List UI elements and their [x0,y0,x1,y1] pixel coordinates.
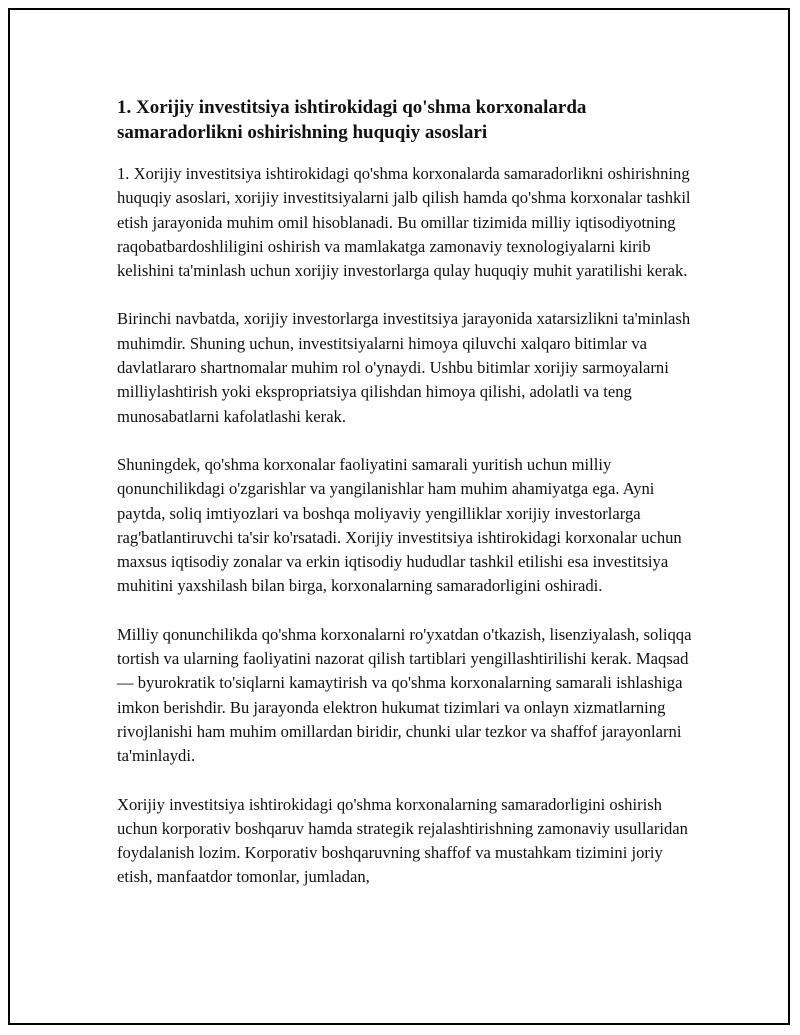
paragraph-3: Shuningdek, qo'shma korxonalar faoliyatini samarali yuritish uchun milliy qonunchilikdagi o'zgarishlar va yangilanishlar ham muhim ahamiyatga ega. Ayni paytda, soliq imtiyozlari va boshqa moliyaviy yengilliklar xorijiy investorlarga rag'batlantiruvchi ta'sir ko'rsatadi. Xorijiy investitsiya ishtirokidagi korxonalar uchun maxsus iqtisodiy zonalar va erkin iqtisodiy hududlar tashkil etilishi esa investitsiya muhitini yaxshilash bilan birga, korxonalarning samaradorligini oshiradi. [117,454,682,596]
paragraph-4: Milliy qonunchilikda qo'shma korxonalarni ro'yxatdan o'tkazish, lisenziyalash, soliqqa tortish va ularning faoliyatini nazorat qilish tartiblari yengillashtirilishi kerak. Maqsad — byurokratik to'siqlarni kamaytirish va qo'shma korxonalarning samarali ishlashiga imkon berishdir. Bu jarayonda elektron hukumat tizimlari va onlayn xizmatlarning rivojlanishi ham muhim omillardan biridir, chunki ular tezkor va shaffof jarayonlarni ta'minlaydi. [117,624,692,766]
section-heading: 1. Xorijiy investitsiya ishtirokidagi qo'shma korxonalarda samaradorlikni oshirishning huquqiy asoslari [117,97,587,143]
document-body [117,95,692,914]
paragraph-2: Birinchi navbatda, xorijiy investorlarga investitsiya jarayonida xatarsizlikni ta'minlash muhimdir. Shuning uchun, investitsiyalarni himoya qiluvchi xalqaro bitimlar va davlatlararo shartnomalar muhim rol o'ynaydi. Ushbu bitimlar xorijiy sarmoyalarni milliylashtirish yoki ekspropriatsiya qilishdan himoya qilishi, adolatli va teng munosabatlarni kafolatlashi kerak. [117,309,691,426]
paragraph-5: Xorijiy investitsiya ishtirokidagi qo'shma korxonalarning samaradorligini oshirish uchun korporativ boshqaruv hamda strategik rejalashtirishning zamonaviy usullaridan foydalanish lozim. Korporativ boshqaruvning shaffof va mustahkam tizimini joriy etish, manfaatdor tomonlar, jumladan, [117,794,688,887]
paragraph-1: 1. Xorijiy investitsiya ishtirokidagi qo'shma korxonalarda samaradorlikni oshirishning huquqiy asoslari, xorijiy investitsiyalarni jalb qilish hamda qo'shma korxonalar tashkil etish jarayonida muhim omil hisoblanadi. Bu omillar tizimida milliy iqtisodiyotning raqobatbardoshliligini oshirish va mamlakatga zamonaviy texnologiyalarni kirib kelishini ta'minlash uchun xorijiy investorlarga qulay huquqiy muhit yaratilishi kerak. [117,164,691,281]
